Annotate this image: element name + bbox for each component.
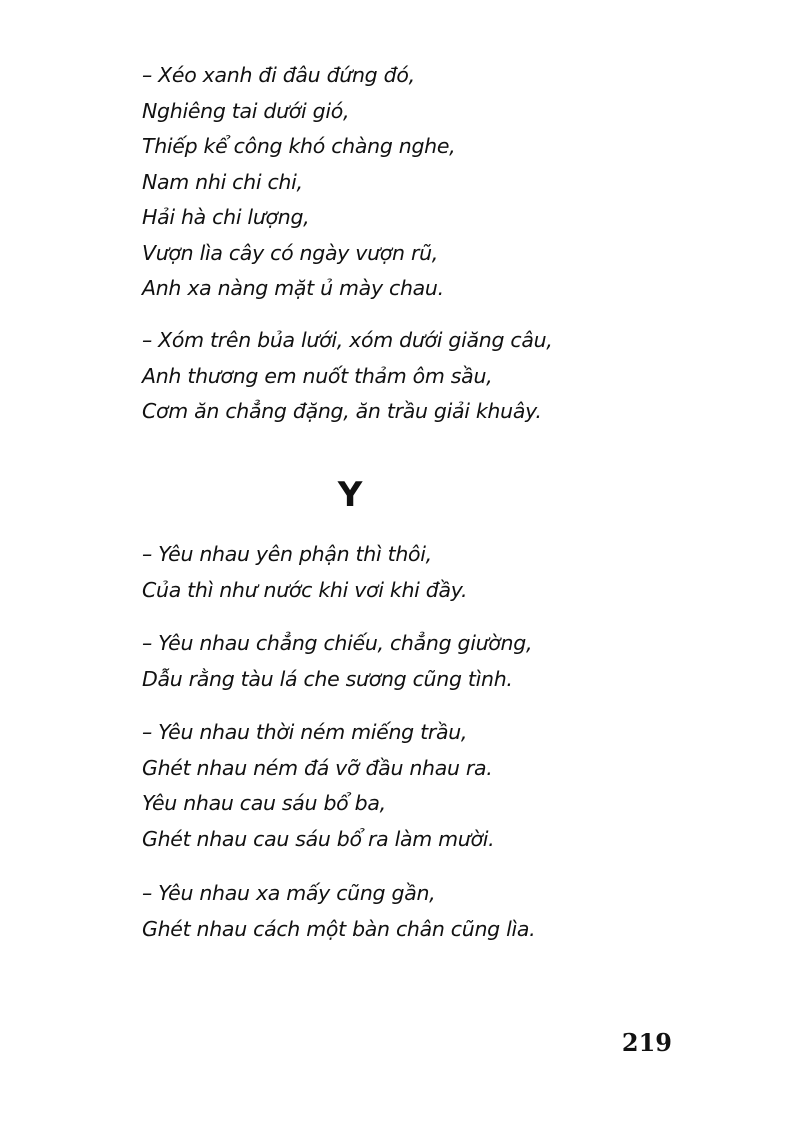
- verse-line: Thiếp kể công khó chàng nghe,: [142, 134, 456, 158]
- verse-line: – Yêu nhau chẳng chiếu, chẳng giường,: [142, 631, 533, 655]
- verse-line: – Yêu nhau xa mấy cũng gần,: [142, 881, 436, 905]
- verse-line: Cơm ăn chẳng đặng, ăn trầu giải khuây.: [142, 399, 542, 423]
- verse-line: Ghét nhau ném đá vỡ đầu nhau ra.: [142, 755, 493, 780]
- verse-line: Yêu nhau cau sáu bổ ba,: [142, 791, 386, 815]
- verse-line: Ghét nhau cách một bàn chân cũng lìa.: [142, 916, 536, 941]
- verse-line: – Yêu nhau yên phận thì thôi,: [142, 542, 432, 566]
- verse-line: Vượn lìa cây có ngày vượn rũ,: [142, 240, 438, 265]
- verse-line: Anh xa nàng mặt ủ mày chau.: [142, 276, 444, 300]
- stanza-2: [142, 323, 553, 430]
- section-heading-letter: Y: [337, 475, 363, 515]
- verse-line: Nghiêng tai dưới gió,: [142, 98, 350, 123]
- verse-line: Anh thương em nuốt thảm ôm sầu,: [142, 363, 493, 388]
- verse-line: Dẫu rằng tàu lá che sương cũng tình.: [142, 666, 513, 691]
- verse-line: – Yêu nhau thời ném miếng trầu,: [142, 720, 468, 744]
- verse-line: Ghét nhau cau sáu bổ ra làm mười.: [142, 826, 495, 851]
- stanza-6: [142, 876, 535, 947]
- stanza-1: [142, 58, 455, 307]
- verse-line: Nam nhi chi chi,: [142, 169, 303, 194]
- verse-line: – Xéo xanh đi đâu đứng đó,: [142, 63, 415, 87]
- verse-line: Hải hà chi lượng,: [142, 205, 310, 229]
- verse-line: – Xóm trên bủa lưới, xóm dưới giăng câu,: [142, 328, 553, 352]
- stanza-5: [142, 715, 494, 857]
- verse-line: Của thì như nước khi vơi khi đầy.: [142, 577, 468, 602]
- stanza-4: [142, 626, 532, 697]
- stanza-3: [142, 537, 467, 608]
- page-number: 219: [621, 1028, 672, 1057]
